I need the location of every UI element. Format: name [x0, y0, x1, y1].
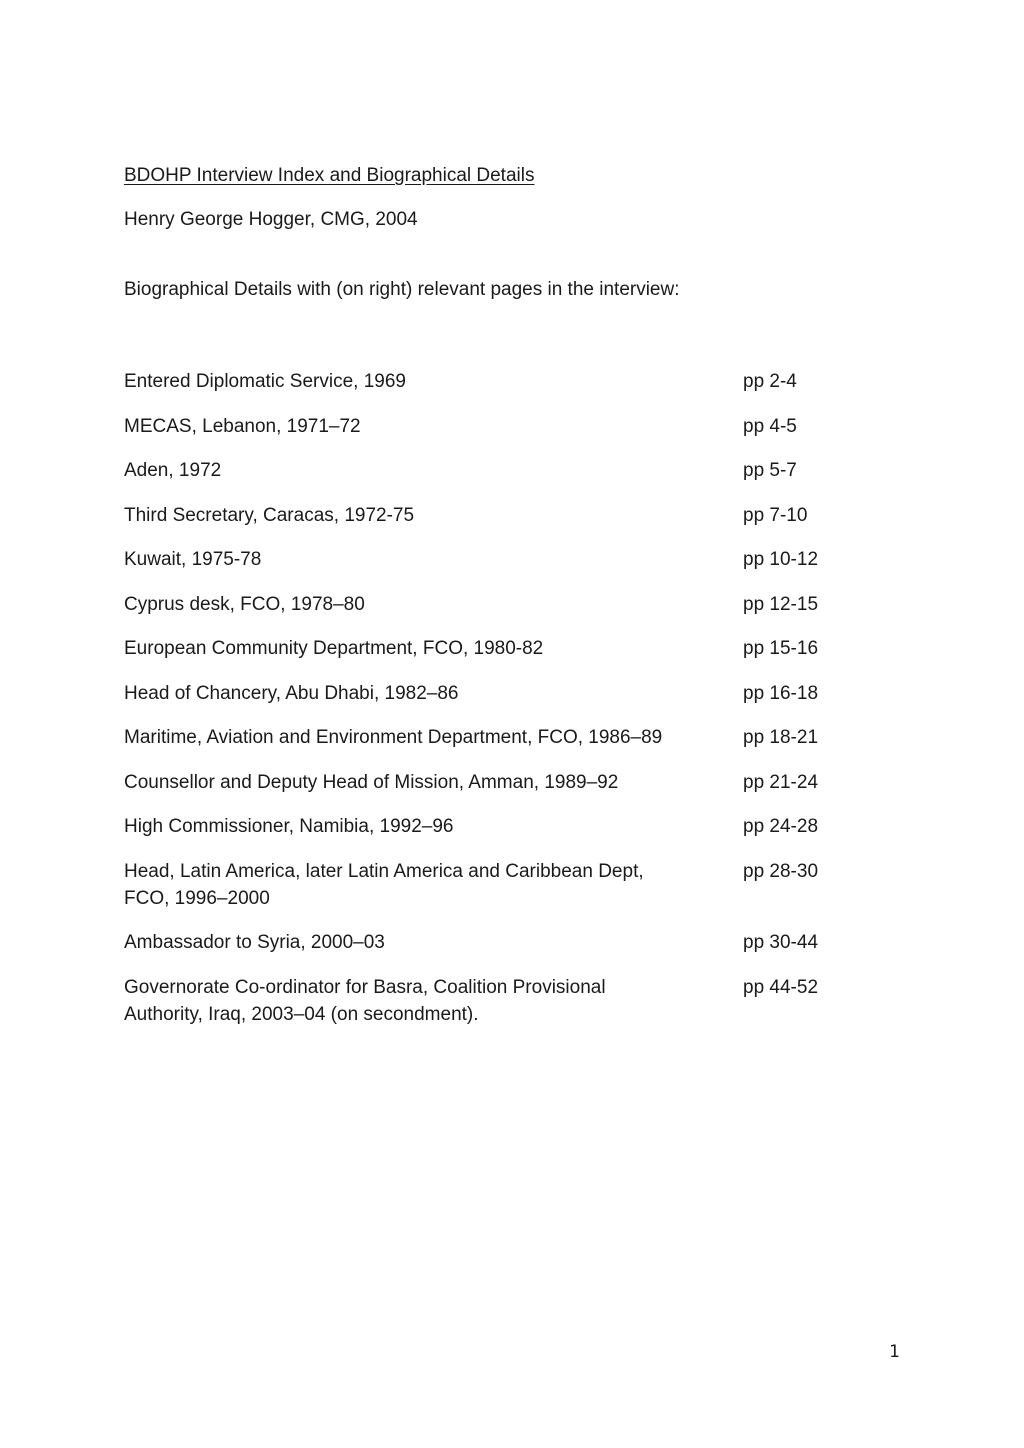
- list-item: [124, 813, 884, 840]
- list-item: [124, 635, 884, 662]
- entry-text: Kuwait, 1975-78: [124, 549, 262, 570]
- list-item: [124, 769, 884, 796]
- list-item: [124, 413, 884, 440]
- list-item: [124, 929, 884, 956]
- entry-pages: pp 28-30: [743, 860, 819, 882]
- entry-pages: pp 7-10: [743, 504, 808, 526]
- list-item: [124, 724, 884, 751]
- list-item: [124, 546, 884, 573]
- intro-text: Biographical Details with (on right) relevant pages in the interview:: [124, 279, 680, 300]
- entry-pages: pp 18-21: [743, 727, 819, 748]
- entry-pages: pp 16-18: [743, 682, 819, 704]
- list-item: [124, 457, 884, 484]
- document-subtitle: Henry George Hogger, CMG, 2004: [124, 209, 418, 230]
- entry-pages: pp 10-12: [743, 549, 819, 570]
- entry-text: Head, Latin America, later Latin America and Caribbean Dept, FCO, 1996–2000: [124, 860, 644, 909]
- page-number: 1: [889, 1342, 900, 1362]
- entry-pages: pp 30-44: [743, 932, 819, 953]
- entry-pages: pp 5-7: [743, 460, 797, 481]
- entry-text: High Commissioner, Namibia, 1992–96: [124, 816, 454, 837]
- entry-text: European Community Department, FCO, 1980-82: [124, 638, 544, 659]
- list-item: [124, 858, 884, 912]
- entry-text: MECAS, Lebanon, 1971–72: [124, 415, 361, 437]
- entry-pages: pp 24-28: [743, 816, 819, 837]
- entry-text: Entered Diplomatic Service, 1969: [124, 371, 406, 392]
- entry-text: Ambassador to Syria, 2000–03: [124, 932, 385, 953]
- entry-text: Third Secretary, Caracas, 1972-75: [124, 504, 415, 526]
- entry-pages: pp 12-15: [743, 593, 819, 615]
- entry-pages: pp 2-4: [743, 371, 797, 392]
- entry-text: Cyprus desk, FCO, 1978–80: [124, 593, 365, 615]
- list-item: [124, 502, 884, 529]
- list-item: [124, 591, 884, 618]
- document-title: BDOHP Interview Index and Biographical Details: [124, 165, 535, 186]
- entry-text: Governorate Co-ordinator for Basra, Coalition Provisional Authority, Iraq, 2003–04 (on secondment).: [124, 976, 606, 1025]
- entry-text: Counsellor and Deputy Head of Mission, Amman, 1989–92: [124, 771, 619, 793]
- list-item: [124, 368, 884, 395]
- entry-text: Maritime, Aviation and Environment Department, FCO, 1986–89: [124, 727, 663, 748]
- entry-text: Head of Chancery, Abu Dhabi, 1982–86: [124, 682, 459, 704]
- list-item: [124, 680, 884, 707]
- entry-pages: pp 21-24: [743, 771, 819, 793]
- biography-list: [124, 368, 884, 1045]
- entry-pages: pp 15-16: [743, 638, 819, 659]
- list-item: [124, 974, 884, 1028]
- entry-pages: pp 44-52: [743, 976, 819, 998]
- entry-text: Aden, 1972: [124, 460, 222, 481]
- entry-pages: pp 4-5: [743, 415, 797, 437]
